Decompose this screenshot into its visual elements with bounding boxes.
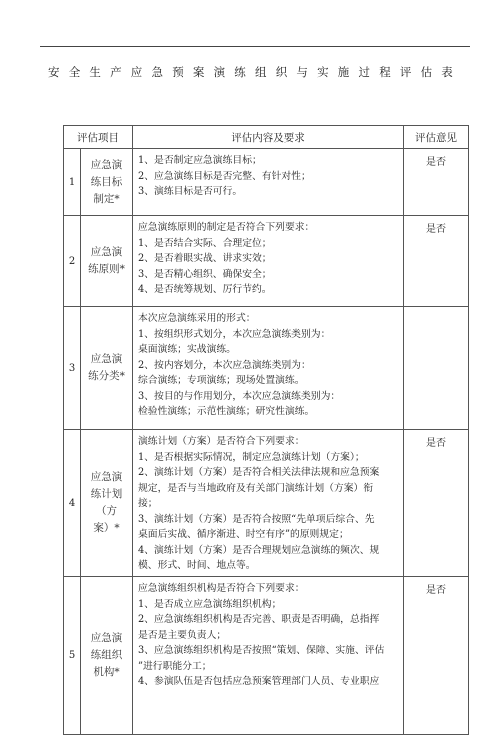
content-line: 1、是否制定应急演练目标； xyxy=(138,155,262,166)
content-line: 综合演练；专项演练；现场处置演练。 xyxy=(138,375,305,386)
content-line: 1、是否根据实际情况，制定应急演练计划（方案）； xyxy=(138,451,365,463)
evaluation-item xyxy=(81,149,133,216)
evaluation-opinion: 是否 xyxy=(404,216,469,307)
table-row xyxy=(64,149,469,216)
document-title: 安全生产应急预案演练组织与实施过程评估表 xyxy=(48,65,462,79)
evaluation-item xyxy=(81,307,133,430)
evaluation-opinion: 是否 xyxy=(404,149,469,216)
evaluation-opinion: 是否 xyxy=(404,430,469,577)
evaluation-content xyxy=(133,577,404,735)
content-line: 2、按内容划分，本次应急演练类别为： xyxy=(138,359,311,371)
item-line: 应急演 xyxy=(90,471,123,483)
table-row xyxy=(64,307,469,430)
content-line: 4、演练计划（方案）是否合理规划应急演练的频次、规 xyxy=(138,544,380,556)
header-content: 评估内容及要求 xyxy=(133,126,404,149)
content-line: 2、应急演练目标是否完整、有针对性； xyxy=(138,170,311,182)
item-line: 练原则* xyxy=(88,263,125,275)
row-number: 4 xyxy=(64,430,81,577)
row-number: 2 xyxy=(64,216,81,307)
content-line: 3、演练计划（方案）是否符合按照“先单项后综合、先 xyxy=(138,513,375,525)
content-line: 4、参演队伍是否包括应急预案管理部门人员、专业职应 xyxy=(138,676,380,687)
evaluation-opinion xyxy=(404,307,469,430)
content-line: 3、演练目标是否可行。 xyxy=(138,186,243,197)
content-line: 模、形式、时间、地点等。 xyxy=(138,560,256,571)
evaluation-content xyxy=(133,149,404,216)
evaluation-item xyxy=(81,430,133,577)
row-number: 1 xyxy=(64,149,81,216)
evaluation-item xyxy=(81,216,133,307)
evaluation-content xyxy=(133,430,404,577)
item-line: 制定* xyxy=(93,192,120,205)
table-header-row xyxy=(64,126,469,149)
content-line: 演练计划（方案）是否符合下列要求： xyxy=(138,436,305,447)
item-line: 应急演 xyxy=(90,353,123,365)
content-line: 应急演练原则的制定是否符合下列要求： xyxy=(138,222,315,233)
content-line: 4、是否统筹规划、厉行节约。 xyxy=(138,284,272,295)
content-line: 是否是主要负责人； xyxy=(138,629,227,641)
evaluation-item xyxy=(81,577,133,735)
content-line: 3、应急演练组织机构是否按照“策划、保障、实施、评估 xyxy=(138,645,385,656)
evaluation-opinion: 是否 xyxy=(404,577,469,735)
item-line: 应急演 xyxy=(90,158,123,171)
content-line: 3、按目的与作用划分，本次应急演练类别为： xyxy=(138,390,341,402)
content-line: ”进行职能分工； xyxy=(138,660,212,672)
content-line: 1、是否成立应急演练组织机构； xyxy=(138,598,282,610)
item-line: 应急演 xyxy=(90,246,123,258)
content-line: 桌面后实战、循序渐进、时空有序”的原则规定； xyxy=(138,529,349,540)
item-line: （方 xyxy=(96,505,117,517)
row-number: 5 xyxy=(64,577,81,735)
evaluation-table xyxy=(63,125,469,735)
header-opinion: 评估意见 xyxy=(404,126,469,149)
content-line: 桌面演练；实战演练。 xyxy=(138,344,236,355)
content-line: 检验性演练；示范性演练；研究性演练。 xyxy=(138,406,315,417)
content-line: 2、是否着眼实战、讲求实效； xyxy=(138,253,272,264)
item-line: 应急演 xyxy=(90,632,123,644)
header-item: 评估项目 xyxy=(64,126,133,149)
content-line: 1、按组织形式划分，本次应急演练类别为： xyxy=(138,328,331,340)
item-line: 练分类* xyxy=(88,370,125,382)
table-row xyxy=(64,577,469,735)
content-line: 1、是否结合实际、合理定位； xyxy=(138,237,272,249)
item-line: 案）* xyxy=(93,522,120,534)
evaluation-content xyxy=(133,216,404,307)
content-line: 本次应急演练采用的形式： xyxy=(138,313,256,324)
content-line: 接； xyxy=(138,498,158,509)
evaluation-content xyxy=(133,307,404,430)
row-number: 3 xyxy=(64,307,81,430)
item-line: 练目标 xyxy=(90,175,123,188)
table-row xyxy=(64,216,469,307)
header-rule xyxy=(40,46,470,47)
item-line: 练计划 xyxy=(90,488,123,500)
content-line: 规定，是否与当地政府及有关部门演练计划（方案）衔 xyxy=(138,482,374,494)
content-line: 3、是否精心组织、确保安全； xyxy=(138,268,272,280)
item-line: 练组织 xyxy=(90,649,123,661)
content-line: 2、演练计划（方案）是否符合相关法律法规和应急预案 xyxy=(138,467,380,478)
table-row xyxy=(64,430,469,577)
item-line: 机构* xyxy=(93,666,120,678)
content-line: 应急演练组织机构是否符合下列要求： xyxy=(138,583,305,594)
content-line: 2、应急演练组织机构是否完善、职责是否明确，总指挥 xyxy=(138,614,380,625)
